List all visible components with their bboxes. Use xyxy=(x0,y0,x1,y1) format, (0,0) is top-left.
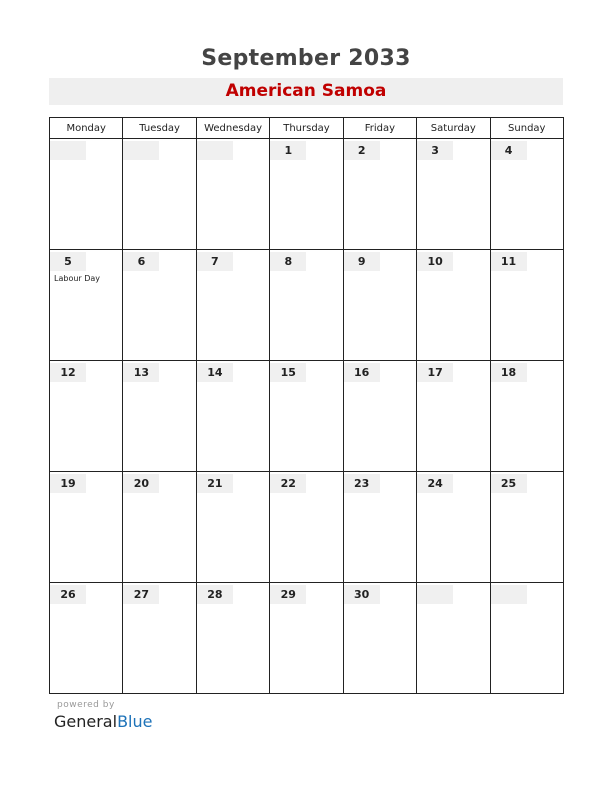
day-number: 1 xyxy=(270,141,306,160)
day-number: 18 xyxy=(491,363,527,382)
day-cell xyxy=(50,250,123,361)
day-cell xyxy=(196,250,269,361)
footer xyxy=(54,700,152,731)
day-number: 7 xyxy=(197,252,233,271)
empty-day-cell xyxy=(417,583,490,694)
day-cell xyxy=(343,139,416,250)
day-cell xyxy=(270,361,343,472)
region-bar xyxy=(49,78,563,105)
day-number: 20 xyxy=(123,474,159,493)
holiday-label: Labour Day xyxy=(54,274,101,283)
day-number: 25 xyxy=(491,474,527,493)
day-cell xyxy=(417,250,490,361)
day-cell xyxy=(343,250,416,361)
weekday-monday: Monday xyxy=(50,118,123,139)
day-cell xyxy=(490,250,563,361)
week-row xyxy=(50,361,564,472)
weekday-wednesday: Wednesday xyxy=(196,118,269,139)
day-number xyxy=(417,585,453,604)
day-number: 22 xyxy=(270,474,306,493)
week-row xyxy=(50,472,564,583)
weekday-sunday: Sunday xyxy=(490,118,563,139)
calendar-grid xyxy=(49,117,564,694)
day-number: 8 xyxy=(270,252,306,271)
generalblue-logo xyxy=(54,712,152,731)
day-cell xyxy=(417,472,490,583)
day-cell xyxy=(270,583,343,694)
day-number: 28 xyxy=(197,585,233,604)
weekday-thursday: Thursday xyxy=(270,118,343,139)
day-cell xyxy=(270,139,343,250)
day-cell xyxy=(50,583,123,694)
day-number: 27 xyxy=(123,585,159,604)
day-cell xyxy=(270,250,343,361)
day-cell xyxy=(490,472,563,583)
week-row xyxy=(50,139,564,250)
week-row xyxy=(50,583,564,694)
day-cell xyxy=(270,472,343,583)
day-number: 11 xyxy=(491,252,527,271)
weekday-header-row xyxy=(50,118,564,139)
day-cell xyxy=(196,472,269,583)
day-cell xyxy=(123,361,196,472)
day-cell xyxy=(196,583,269,694)
day-number: 4 xyxy=(491,141,527,160)
weekday-tuesday: Tuesday xyxy=(123,118,196,139)
day-number: 29 xyxy=(270,585,306,604)
day-number: 10 xyxy=(417,252,453,271)
day-number: 12 xyxy=(50,363,86,382)
day-number: 15 xyxy=(270,363,306,382)
brand-blue: Blue xyxy=(117,712,153,731)
day-cell xyxy=(50,472,123,583)
day-number: 19 xyxy=(50,474,86,493)
day-cell xyxy=(417,139,490,250)
day-number: 6 xyxy=(123,252,159,271)
brand-general: General xyxy=(54,712,118,731)
day-cell xyxy=(196,361,269,472)
empty-day-cell xyxy=(490,583,563,694)
day-number: 30 xyxy=(344,585,380,604)
day-number xyxy=(197,141,233,160)
day-cell xyxy=(50,361,123,472)
calendar-title: September 2033 xyxy=(201,46,411,71)
day-number: 23 xyxy=(344,474,380,493)
day-cell xyxy=(490,361,563,472)
day-cell xyxy=(123,250,196,361)
day-cell xyxy=(123,472,196,583)
day-cell xyxy=(123,583,196,694)
day-number: 13 xyxy=(123,363,159,382)
day-cell xyxy=(343,361,416,472)
day-number: 2 xyxy=(344,141,380,160)
day-number: 24 xyxy=(417,474,453,493)
empty-day-cell xyxy=(123,139,196,250)
day-number xyxy=(123,141,159,160)
day-cell xyxy=(490,139,563,250)
weekday-friday: Friday xyxy=(343,118,416,139)
day-cell xyxy=(343,583,416,694)
empty-day-cell xyxy=(196,139,269,250)
day-cell xyxy=(417,361,490,472)
day-number xyxy=(50,141,86,160)
weekday-saturday: Saturday xyxy=(417,118,490,139)
region-name: American Samoa xyxy=(225,81,387,101)
day-number: 16 xyxy=(344,363,380,382)
powered-by-text: powered by xyxy=(57,700,115,710)
day-number: 3 xyxy=(417,141,453,160)
day-number: 9 xyxy=(344,252,380,271)
day-number: 17 xyxy=(417,363,453,382)
day-number: 26 xyxy=(50,585,86,604)
day-number: 14 xyxy=(197,363,233,382)
week-row xyxy=(50,250,564,361)
day-number xyxy=(491,585,527,604)
day-cell xyxy=(343,472,416,583)
day-number: 21 xyxy=(197,474,233,493)
day-number: 5 xyxy=(50,252,86,271)
empty-day-cell xyxy=(50,139,123,250)
